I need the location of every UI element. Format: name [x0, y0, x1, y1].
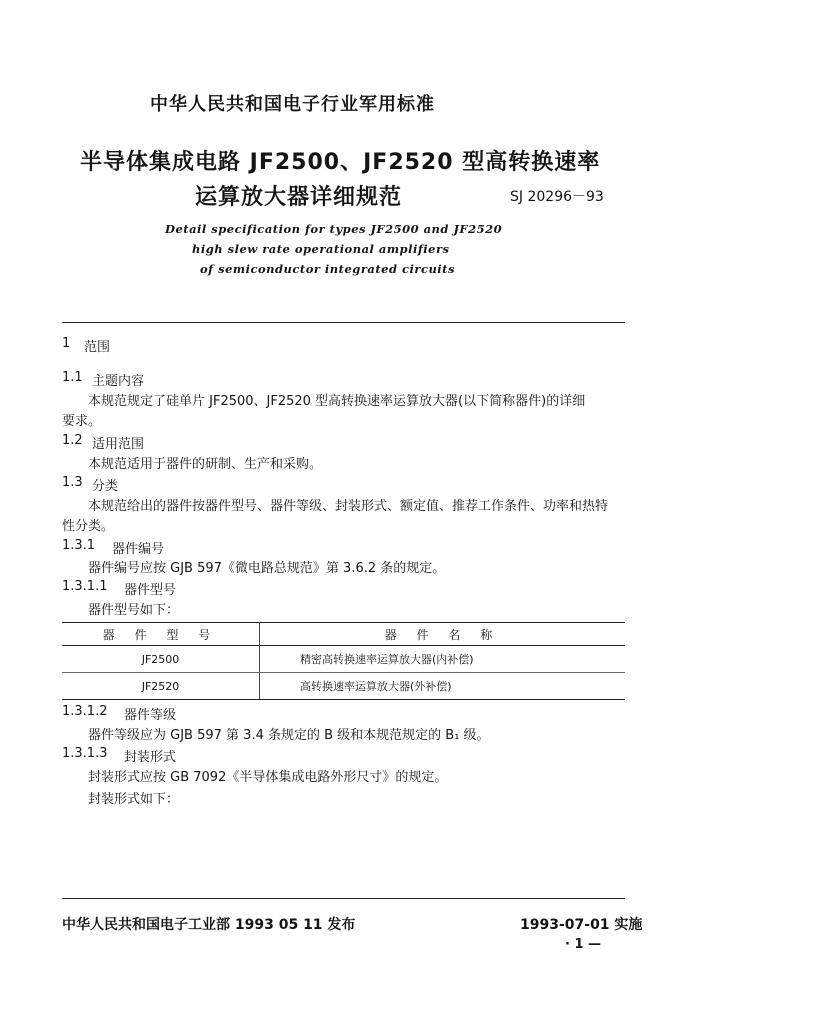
footer-divider — [62, 898, 625, 899]
section-title: 器件等级 — [124, 708, 177, 723]
paragraph-line: 器件型号如下： — [88, 603, 180, 618]
table-header-row — [62, 623, 625, 646]
section-title: 范围 — [84, 340, 111, 355]
section-number: 1.3 — [62, 475, 83, 490]
section-title: 器件编号 — [112, 542, 165, 557]
section-title: 主题内容 — [92, 374, 145, 389]
section-title: 封装形式 — [124, 750, 177, 765]
device-model-cell: JF2500 — [62, 646, 260, 673]
section-number: 1.2 — [62, 433, 83, 448]
standard-category: 中华人民共和国电子行业军用标准 — [150, 94, 435, 115]
column-header-model: 器 件 型 号 — [62, 623, 260, 646]
device-type-table — [62, 622, 625, 700]
document-title-line1: 半导体集成电路 JF2500、JF2520 型高转换速率 — [80, 150, 601, 175]
paragraph-line: 器件编号应按 GJB 597《微电路总规范》第 3.6.2 条的规定。 — [88, 561, 446, 576]
issue-date: 中华人民共和国电子工业部 1993 05 11 发布 — [62, 917, 356, 933]
section-number: 1.3.1 — [62, 538, 96, 553]
paragraph-line: 器件等级应为 GJB 597 第 3.4 条规定的 B 级和本规范规定的 B₁ 级。 — [88, 728, 490, 743]
paragraph-line: 本规范给出的器件按器件型号、器件等级、封装形式、额定值、推荐工作条件、功率和热特 — [88, 499, 609, 514]
english-title-line1: Detail specification for types JF2500 and JF2520 — [165, 222, 503, 236]
document-title-line2: 运算放大器详细规范 — [195, 185, 403, 210]
header-divider — [62, 322, 625, 323]
paragraph-line: 性分类。 — [62, 519, 115, 534]
section-number: 1.3.1.2 — [62, 704, 108, 719]
standard-number: SJ 20296－93 — [510, 189, 604, 205]
section-number: 1.3.1.3 — [62, 746, 108, 761]
section-title: 器件型号 — [124, 583, 177, 598]
english-title-line3: of semiconductor integrated circuits — [200, 262, 455, 276]
section-number: 1 — [62, 336, 71, 351]
section-number: 1.1 — [62, 370, 83, 385]
effective-date: 1993-07-01 实施 — [520, 917, 643, 933]
page-number: · 1 — — [565, 937, 602, 952]
section-title: 分类 — [92, 479, 119, 494]
paragraph-line: 封装形式如下： — [88, 792, 180, 807]
device-name-cell: 高转换速率运算放大器(外补偿) — [260, 673, 626, 700]
table-row — [62, 673, 625, 700]
paragraph-line: 本规范规定了硅单片 JF2500、JF2520 型高转换速率运算放大器(以下简称器件)的详细 — [88, 394, 586, 409]
english-title-line2: high slew rate operational amplifiers — [192, 242, 450, 256]
section-title: 适用范围 — [92, 437, 145, 452]
paragraph-line: 封装形式应按 GB 7092《半导体集成电路外形尺寸》的规定。 — [88, 770, 448, 785]
paragraph-line: 本规范适用于器件的研制、生产和采购。 — [88, 457, 323, 472]
table-row — [62, 646, 625, 673]
section-number: 1.3.1.1 — [62, 579, 108, 594]
device-model-cell: JF2520 — [62, 673, 260, 700]
device-name-cell: 精密高转换速率运算放大器(内补偿) — [260, 646, 626, 673]
paragraph-line: 要求。 — [62, 414, 102, 429]
column-header-name: 器 件 名 称 — [260, 623, 626, 646]
